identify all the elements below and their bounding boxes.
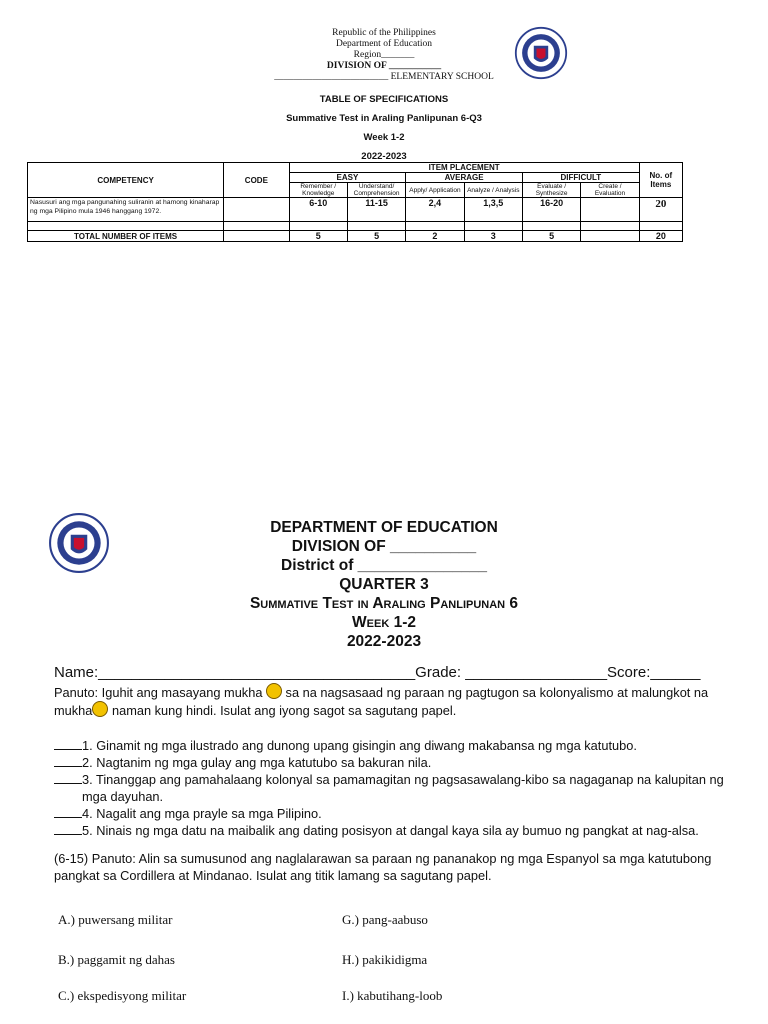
- choice-i: I.) kabutihang-loob: [342, 988, 443, 1003]
- test-body: [54, 663, 734, 884]
- list-item: [54, 805, 734, 822]
- total-row: [28, 231, 683, 242]
- total-cell: 3: [464, 231, 522, 242]
- grand-total-cell: 20: [639, 231, 682, 242]
- answer-blank[interactable]: [54, 806, 82, 818]
- quarter-title: QUARTER 3: [339, 576, 429, 593]
- total-cell: 5: [347, 231, 405, 242]
- test-header: [0, 518, 768, 651]
- panuto-1: [54, 683, 734, 719]
- region-line: Region_______: [353, 50, 415, 60]
- items-header: No. of Items: [639, 163, 682, 198]
- total-cell: [581, 231, 639, 242]
- row-total-cell: 20: [639, 198, 682, 222]
- value-cell: 11-15: [347, 198, 405, 222]
- list-item: [54, 754, 734, 771]
- tos-title: TABLE OF SPECIFICATIONS: [319, 94, 449, 105]
- item-text: 5. Ninais ng mga datu na maibalik ang dating posisyon at dangal kaya sila ay bumuo ng pangkat at nag-alsa.: [82, 823, 699, 838]
- code-cell: [224, 198, 289, 222]
- choice-a: A.) puwersang militar: [58, 912, 173, 927]
- year-title: 2022-2023: [346, 633, 422, 650]
- subheader-evaluate: Evaluate / Synthesize: [522, 183, 580, 198]
- easy-header: EASY: [289, 173, 406, 183]
- answer-blank[interactable]: [54, 738, 82, 750]
- answer-blank[interactable]: [54, 755, 82, 767]
- tos-subtitle: Summative Test in Araling Panlipunan 6-Q3: [286, 113, 482, 124]
- list-item: [54, 822, 734, 839]
- subheader-remember: Remember / Knowledge: [289, 183, 347, 198]
- choice-g: G.) pang-aabuso: [342, 912, 428, 927]
- panuto-1-text: sa na nagsasaad ng paraan ng pagtugon sa kolonyalismo at malungkot na mukha: [54, 685, 709, 718]
- tos-year: 2022-2023: [361, 151, 407, 162]
- subheader-understand: Understand/ Comprehension: [347, 183, 405, 198]
- school-line: ________________________ ELEMENTARY SCHOOL: [274, 72, 494, 82]
- value-cell: 16-20: [522, 198, 580, 222]
- choice-c: C.) ekspedisyong militar: [58, 988, 187, 1003]
- table-row: [28, 198, 683, 222]
- panuto-1-text: naman kung hindi. Isulat ang iyong sagot sa sagutang papel.: [108, 703, 457, 718]
- tos-table: [27, 162, 683, 242]
- tos-titles: [0, 90, 768, 166]
- deped-title: DEPARTMENT OF EDUCATION: [270, 519, 498, 536]
- division-title: DIVISION OF __________: [291, 538, 477, 555]
- sad-face-icon: [92, 701, 108, 717]
- panuto-2: (6-15) Panuto: Alin sa sumusunod ang naglalarawan sa paraan ng pananakop ng mga Espanyol sa mga katutubong pangkat sa Cordillera at Mindanao. Isulat ang titik lamang sa sagutang papel.: [54, 851, 712, 883]
- week-title: Week 1-2: [352, 614, 416, 631]
- district-title: District of _______________: [281, 557, 487, 574]
- item-text: 2. Nagtanim ng mga gulay ang mga katutubo sa bakuran nila.: [82, 755, 432, 770]
- item-text: 3. Tinanggap ang pamahalaang kolonyal sa pamamagitan ng pagsasawalang-kibo sa nagaganap na kalupitan ng mga dayuhan.: [82, 772, 724, 804]
- total-cell: 2: [406, 231, 464, 242]
- value-cell: 2,4: [406, 198, 464, 222]
- competency-header: COMPETENCY: [28, 163, 224, 198]
- code-header: CODE: [224, 163, 289, 198]
- subheader-apply: Apply/ Application: [406, 183, 464, 198]
- letterhead: [0, 28, 768, 83]
- test-title: Summative Test in Araling Panlipunan 6: [249, 595, 519, 612]
- subheader-analyze: Analyze / Analysis: [464, 183, 522, 198]
- tos-week: Week 1-2: [363, 132, 405, 143]
- item-text: 4. Nagalit ang mga prayle sa mga Pilipino.: [82, 806, 322, 821]
- item-text: 1. Ginamit ng mga ilustrado ang dunong upang gisingin ang diwang makabansa ng mga katutubo.: [82, 738, 637, 753]
- value-cell: 6-10: [289, 198, 347, 222]
- division-line: DIVISION OF ___________: [326, 61, 442, 71]
- panuto-1-text: Panuto: Iguhit ang masayang mukha: [54, 685, 266, 700]
- competency-cell: Nasusuri ang mga pangunahing suliranin at hamong kinaharap ng mga Pilipino mula 1946 hanggang 1972.: [28, 198, 224, 222]
- value-cell: 1,3,5: [464, 198, 522, 222]
- deped-seal-icon: [514, 26, 568, 80]
- average-header: AVERAGE: [406, 173, 523, 183]
- subheader-create: Create / Evaluation: [581, 183, 639, 198]
- table-row: [28, 222, 683, 231]
- value-cell: [581, 198, 639, 222]
- total-cell: 5: [289, 231, 347, 242]
- deped-line: Department of Education: [335, 39, 433, 49]
- answer-blank[interactable]: [54, 823, 82, 835]
- choice-h: H.) pakikidigma: [342, 952, 428, 967]
- name-line: Name:______________________________________Grade: _________________Score:______: [54, 664, 701, 681]
- happy-face-icon: [266, 683, 282, 699]
- item-placement-header: ITEM PLACEMENT: [289, 163, 639, 173]
- difficult-header: DIFFICULT: [522, 173, 639, 183]
- list-item: [54, 737, 734, 754]
- total-label: TOTAL NUMBER OF ITEMS: [28, 231, 224, 242]
- choice-b: B.) paggamit ng dahas: [58, 952, 175, 967]
- answer-blank[interactable]: [54, 772, 82, 784]
- list-item: [54, 771, 734, 805]
- republic-line: Republic of the Philippines: [332, 28, 436, 38]
- total-cell: 5: [522, 231, 580, 242]
